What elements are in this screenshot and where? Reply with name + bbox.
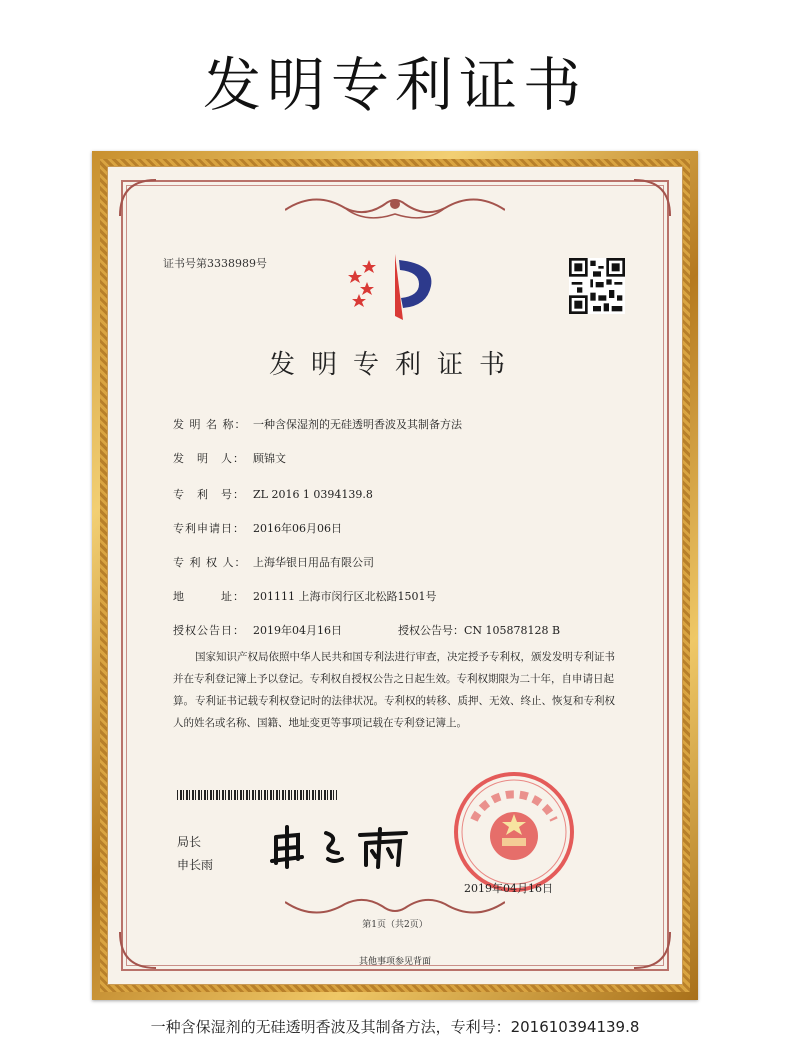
top-ornament-icon [285,190,505,226]
signer-title: 局长 [177,835,202,849]
certificate-title: 发明专利证书 [268,350,521,380]
field-invention-name: 发 明 名 称： 一种含保湿剂的无硅透明香波及其制备方法 [173,418,462,431]
corner-ornament-icon [632,178,672,218]
field-patentee: 专 利 权 人： 上海华银日用品有限公司 [173,556,374,569]
barcode-icon [177,790,337,800]
handwritten-signature-icon [268,823,418,871]
corner-ornament-icon [118,178,158,218]
other-matters-note: 其他事项参见背面 [358,957,431,967]
signer-name: 申长雨 [177,858,214,872]
field-grant-date: 授权公告日： 2019年04月16日 [173,624,342,637]
qr-code-icon [569,258,625,314]
field-application-date: 专利申请日： 2016年06月06日 [173,522,342,535]
grant-paragraph: 国家知识产权局依照中华人民共和国专利法进行审查，决定授予专利权，颁发发明专利证书并在专利登记簿上予以登记。专利权自授权公告之日起生效。专利权期限为二十年，自申请日起算。 [173,651,615,707]
seal-date: 2019年04月16日 [464,882,553,895]
page-headline: 发明专利证书 [202,51,587,119]
field-address: 地 址： 201111 上海市闵行区北松路1501号 [173,590,437,603]
official-seal-icon [452,770,576,894]
patent-caption: 一种含保湿剂的无硅透明香波及其制备方法，专利号：201610394139.8 [150,1018,640,1036]
patent-office-logo-icon [347,250,437,322]
legal-status-paragraph: 专利证书记载专利权登记时的法律状况。专利权的转移、质押、无效、终止、恢复和专利权人的姓名或名称、国籍、地址变更等事项记载在专利登记簿上。 [173,695,615,729]
field-inventor: 发 明 人： 顾锦文 [173,452,286,465]
certificate-number: 证书号第3338989号 [163,257,267,270]
page-number: 第1页（共2页） [362,920,428,930]
field-patent-number: 专 利 号： ZL 2016 1 0394139.8 [173,488,373,501]
field-grant-number: 授权公告号：CN 105878128 B [398,624,561,637]
